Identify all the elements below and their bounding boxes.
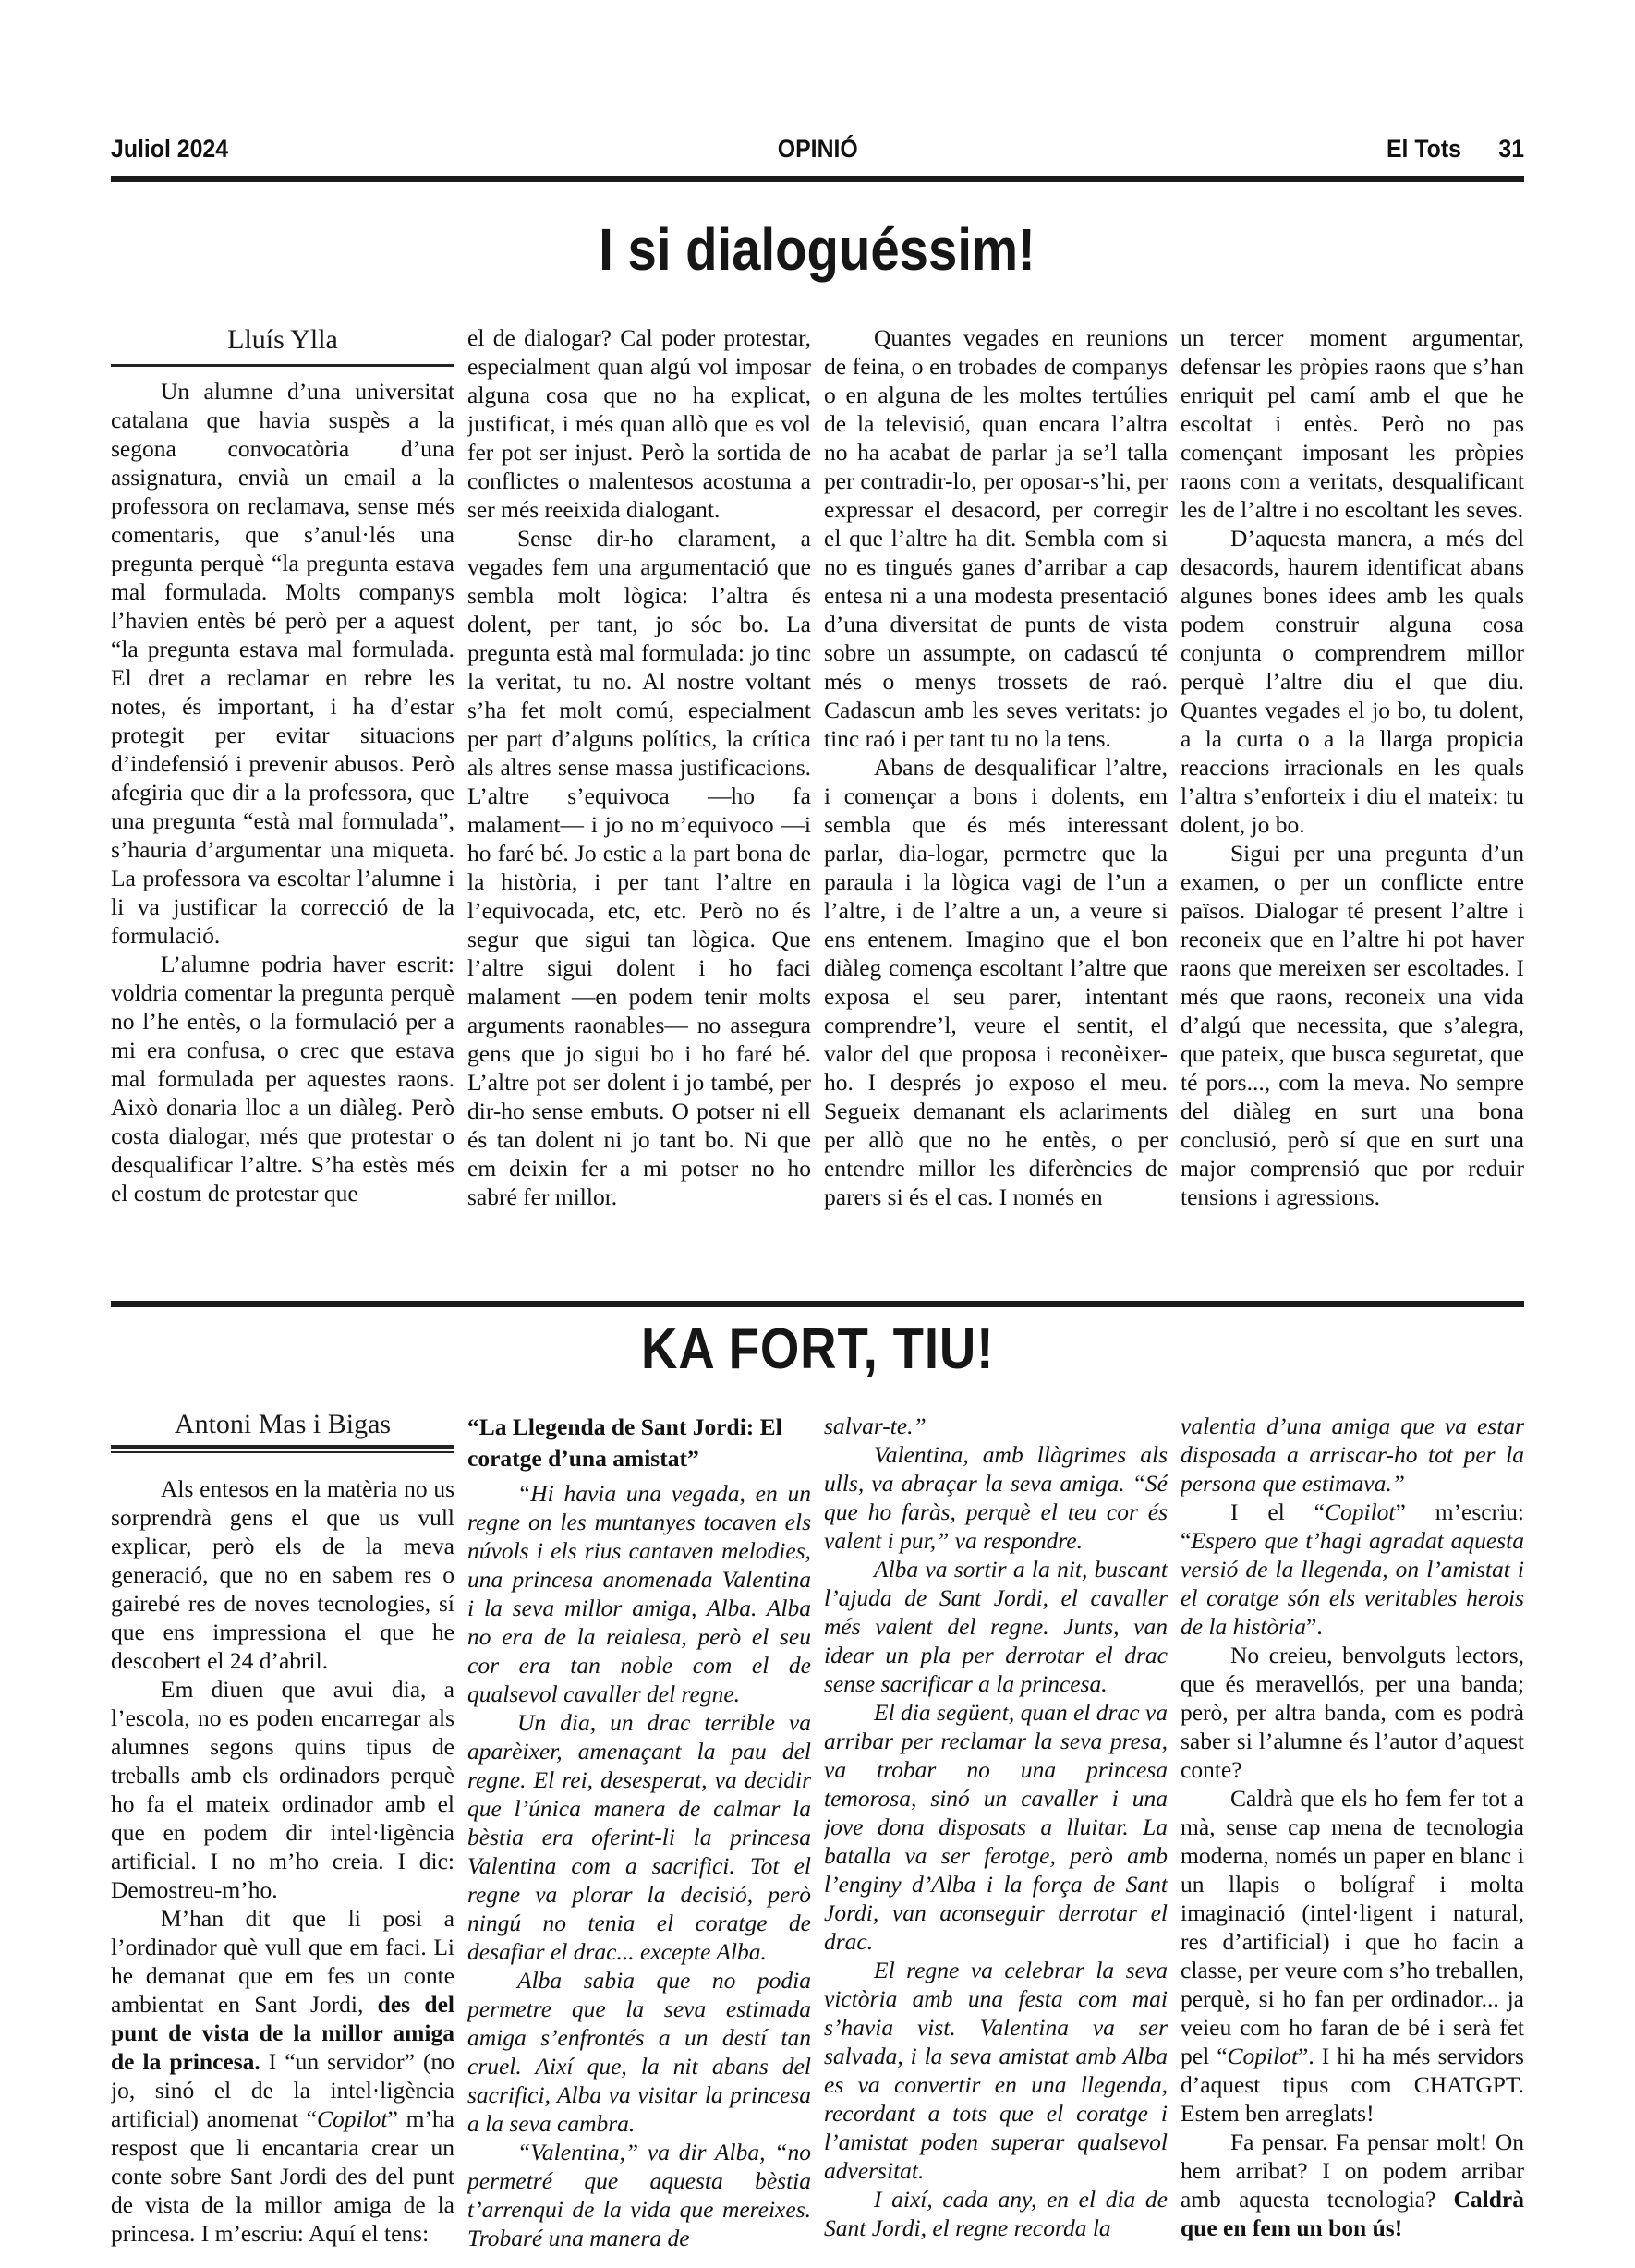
paragraph: Valentina, amb llàgrimes als ulls, va abraçar la seva amiga. “Sé que ho faràs, perquè el teu cor és valent i pur,” va respondre. bbox=[824, 1441, 1168, 1554]
article2-column-1 bbox=[111, 1474, 454, 2262]
header-masthead bbox=[1387, 135, 1524, 164]
article2-byline-rule-thin bbox=[111, 1451, 454, 1453]
paragraph: Em diuen que avui dia, a l’escola, no es poden encarregar als alumnes segons quins tipus de treballs amb els ordinadors perquè ho fa el mateix ordinador amb el que en podem dir intel·ligència artificial. I no m’ho creia. I dic: Demostreu-m’ho. bbox=[111, 1676, 454, 1903]
article1-byline-rule bbox=[111, 364, 454, 367]
section-divider-rule bbox=[111, 1301, 1524, 1307]
article2-column-3 bbox=[824, 1412, 1168, 2262]
paragraph: el de dialogar? Cal poder protestar, especialment quan algú vol imposar alguna cosa que no ha explicat, justificat, i més quan allò que es vol fer pot ser injust. Però la sortida de conflictes o malentesos acostuma a ser més reeixida dialogant. bbox=[467, 324, 811, 523]
text-run: I “un servidor” (no jo, sinó el de la intel·ligència artificial) anomenat “ bbox=[111, 2048, 454, 2132]
page-number: 31 bbox=[1498, 135, 1524, 163]
text-run: ” m’ha respost que li encantaria crear un conte sobre Sant Jordi des del punt de vista de la millor amiga de la princesa. I m’escriu: Aquí el tens: bbox=[111, 2105, 454, 2247]
text-run-italic: Copilot bbox=[1227, 2043, 1299, 2069]
paragraph: valentia d’una amiga que va estar disposada a arriscar-ho tot per la persona que estimava.” bbox=[1181, 1413, 1524, 1497]
article2-headline-text: KA FORT, TIU! bbox=[640, 1317, 995, 1381]
paragraph: I així, cada any, en el dia de Sant Jordi, el regne recorda la bbox=[824, 2186, 1168, 2241]
text-run: M’han dit que li posi a l’ordinador què vull que em faci. Li he demanat que em fes un conte ambientat en Sant Jordi, bbox=[111, 1905, 454, 2018]
paragraph: Abans de desqualificar l’altre, i començar a bons i dolents, em sembla que és més interessant parlar, dia-logar, permetre que la paraula i la lògica vagi de l’un a l’altre, i de l’altre a un, a veure si ens entenem. Imagino que el bon diàleg comença escoltant l’altre que exposa el seu parer, intentant comprendre’l, veure el sentit, el valor del que proposa i reconèixer-ho. I després jo exposo el meu. Segueix demanant els aclariments per allò que no he entès, o per entendre millor les diferències de parers si és el cas. I només en bbox=[824, 754, 1168, 1210]
paragraph: “Hi havia una vegada, en un regne on les muntanyes tocaven els núvols i els rius cantaven melodies, una princesa anomenada Valentina i la seva millor amiga, Alba. Alba no era de la reialesa, però el seu cor era tan noble com el de qualsevol cavaller del regne. bbox=[467, 1480, 811, 1707]
article2-headline bbox=[111, 1317, 1524, 1381]
text-run: ”. I hi ha més servidors d’aquest tipus com CHATGPT. Estem ben arreglats! bbox=[1181, 2043, 1524, 2127]
article2-column-4 bbox=[1181, 1412, 1524, 2262]
story-heading: “La Llegenda de Sant Jordi: El coratge d’una amistat” bbox=[467, 1413, 782, 1472]
article1-headline bbox=[111, 216, 1524, 283]
text-run-italic: Copilot bbox=[316, 2105, 388, 2132]
paragraph: un tercer moment argumentar, defensar les pròpies raons que s’han enriquit pel camí amb el que he escoltat i entès. Però no pas començant imposant les pròpies raons com a veritats, desqualificant les de l’altre i no escoltant les seves. bbox=[1181, 324, 1524, 523]
header-section-label: OPINIÓ bbox=[777, 135, 858, 163]
paragraph: Alba va sortir a la nit, buscant l’ajuda de Sant Jordi, el cavaller més valent del regne. Junts, van idear un pla per derrotar el drac sense sacrificar a la princesa. bbox=[824, 1556, 1168, 1697]
article1-column-2 bbox=[467, 323, 811, 1293]
text-run-bold: Caldrà que en fem un bon ús! bbox=[1181, 2186, 1524, 2241]
paragraph: El regne va celebrar la seva victòria amb una festa com mai s’havia vist. Valentina va ser salvada, i la seva amistat amb Alba es va convertir en una llegenda, recordant a tots que el coratge i l’amistat poden superar qualsevol adversitat. bbox=[824, 1957, 1168, 2184]
article1-column-3 bbox=[824, 323, 1168, 1293]
paragraph: D’aquesta manera, a més del desacords, haurem identificat abans algunes bones idees amb les quals podem construir alguna cosa conjunta o comprendrem millor perquè l’altre diu el que diu. Quantes vegades el jo bo, tu dolent, a la curta o a la llarga propicia reaccions irracionals en les quals l’altra s’enforteix i diu el mateix: tu dolent, jo bo. bbox=[1181, 525, 1524, 838]
paragraph: Quantes vegades en reunions de feina, o en trobades de companys o en alguna de les moltes tertúlies de la televisió, quan encara l’altra no ha acabat de parlar ja se’l talla per contradir-lo, per oposar-s’hi, per expressar el desacord, per corregir el que l’altre ha dit. Sembla com si no es tingués ganes d’arribar a cap entesa ni a una modesta presentació d’una diversitat de punts de vista sobre un assumpte, on cadascú té més o menys trossets de raó. Cadascun amb les seves veritats: jo tinc raó i per tant tu no la tens. bbox=[824, 324, 1168, 752]
article2-author: Antoni Mas i Bigas bbox=[174, 1409, 392, 1439]
paragraph: Alba sabia que no podia permetre que la seva estimada amiga s’enfrontés a un destí tan cruel. Així que, la nit abans del sacrifici, Alba va visitar la princesa a la seva cambra. bbox=[467, 1967, 811, 2137]
paragraph: El dia següent, quan el drac va arribar per reclamar la seva presa, va trobar no una princesa temorosa, sinó un cavaller i una jove dona disposats a lluitar. La batalla va ser ferotge, però amb l’enginy d’Alba i la força de Sant Jordi, van aconseguir derrotar el drac. bbox=[824, 1699, 1168, 1955]
paragraph: Als entesos en la matèria no us sorprendrà gens el que us vull explicar, però els de la meva generació, que no en sabem res o gairebé res de noves tecnologies, sí que ens impressiona el que he descobert el 24 d’abril. bbox=[111, 1475, 454, 1674]
text-run-italic: Copilot bbox=[1324, 1498, 1396, 1525]
paragraph: salvar-te.” bbox=[824, 1413, 926, 1439]
article1-headline-text: I si dialoguéssim! bbox=[599, 216, 1036, 283]
text-run-italic: Espero que t’hagi agradat aquesta versió de la llegenda, on l’amistat i el coratge són els veritables herois de la història bbox=[1181, 1527, 1524, 1640]
header-date: Juliol 2024 bbox=[111, 135, 229, 163]
paragraph bbox=[1181, 1498, 1524, 1641]
text-run: ” m’escriu: “ bbox=[1181, 1498, 1524, 1554]
text-run: ”. bbox=[1306, 1613, 1323, 1640]
paragraph bbox=[111, 1904, 454, 2248]
article2-column-2 bbox=[467, 1412, 811, 2262]
paragraph: Un dia, un drac terrible va aparèixer, amenaçant la pau del regne. El rei, desesperat, va decidir que l’única manera de calmar la bèstia era oferint-li la princesa Valentina com a sacrifici. Tot el regne va plorar la decisió, però ningú no tenia el coratge de desafiar el drac... excepte Alba. bbox=[467, 1709, 811, 1965]
paragraph: Sense dir-ho clarament, a vegades fem una argumentació que sembla molt lògica: l’altra és dolent, per tant, jo sóc bo. La pregunta està mal formulada: jo tinc la veritat, tu no. Al nostre voltant s’ha fet molt comú, especialment per part d’alguns polítics, la crítica als altres sense massa justificacions. L’altre s’equivoca —ho fa malament— i jo no m’equivoco —i ho faré bé. Jo estic a la part bona de la història, i per tant l’altre en l’equivocada, etc, etc. Però no és segur que sigui tan lògica. Que l’altre sigui dolent i ho faci malament —en podem tenir molts arguments raonables— no assegura gens que jo sigui bo i ho faré bé. L’altre pot ser dolent i jo també, per dir-ho sense embuts. O potser ni ell és tan dolent ni jo tant bo. Ni que em deixin fer a mi potser no ho sabré fer millor. bbox=[467, 525, 811, 1210]
paper-name: El Tots bbox=[1386, 135, 1461, 163]
header-rule bbox=[111, 176, 1524, 182]
text-run-bold: des del punt de vista de la millor amiga de la princesa. bbox=[111, 1991, 454, 2075]
article1-column-4 bbox=[1181, 323, 1524, 1293]
paragraph: No creieu, benvolguts lectors, que és meravellós, per una banda; però, per altra banda, com es podrà saber si l’alumne és l’autor d’aquest conte? bbox=[1181, 1642, 1524, 1783]
text-run: I el “ bbox=[1230, 1498, 1325, 1525]
text-run: Fa pensar. Fa pensar molt! On hem arribat? I on podem arribar amb aquesta tecnologia? bbox=[1181, 2129, 1524, 2213]
paragraph: L’alumne podria haver escrit: voldria comentar la pregunta perquè no l’he entès, o la formulació per a mi era confusa, o crec que estava mal formulada per aquestes raons. Això donaria lloc a un diàleg. Però costa dialogar, més que protestar o desqualificar l’altre. S’ha estès més el costum de protestar que bbox=[111, 951, 454, 1207]
text-run: Caldrà que els ho fem fer tot a mà, sense cap mena de tecnologia moderna, només un paper en blanc i un llapis o bolígraf i molta imaginació (intel·ligent i natural, res d’artificial) i que ho facin a classe, per veure com s’ho treballen, perquè, si ho fan per ordinador... ja veieu com ho faran de bé i serà fet pel “ bbox=[1181, 1785, 1524, 2069]
paragraph: Sigui per una pregunta d’un examen, o per un conflicte entre països. Dialogar té present l’altre i reconeix que en l’altre hi pot haver raons que mereixen ser escoltades. I més que raons, reconeix una vida d’algú que necessita, que s’alegra, que pateix, que busca seguretat, que té pors..., com la meva. No sempre del diàleg en surt una bona conclusió, però sí que en surt una major comprensió que por reduir tensions i agressions. bbox=[1181, 840, 1524, 1210]
paragraph bbox=[1181, 1784, 1524, 2128]
paragraph: Un alumne d’una universitat catalana que havia suspès a la segona convocatòria d’una assignatura, envià un email a la professora on reclamava, sense més comentaris, que s’anul·lés una pregunta perquè “la pregunta estava mal formulada. Molts companys l’havien entès bé però per a aquest “la pregunta estava mal formulada. El dret a reclamar en rebre les notes, és important, i ha d’estar protegit per evitar situacions d’indefensió i prevenir abusos. Però afegiria que dir a la professora, que una pregunta “està mal formulada”, s’hauria d’argumentar una miqueta. La professora va escoltar l’alumne i li va justificar la correcció de la formulació. bbox=[111, 378, 454, 949]
paragraph bbox=[1181, 2128, 1524, 2242]
paragraph: “Valentina,” va dir Alba, “no permetré que aquesta bèstia t’arrenqui de la vida que mereixes. Trobaré una manera de bbox=[467, 2139, 811, 2251]
article2-byline-rule-thick bbox=[111, 1445, 454, 1449]
article1-author: Lluís Ylla bbox=[227, 324, 338, 355]
article1-column-1 bbox=[111, 377, 454, 1293]
